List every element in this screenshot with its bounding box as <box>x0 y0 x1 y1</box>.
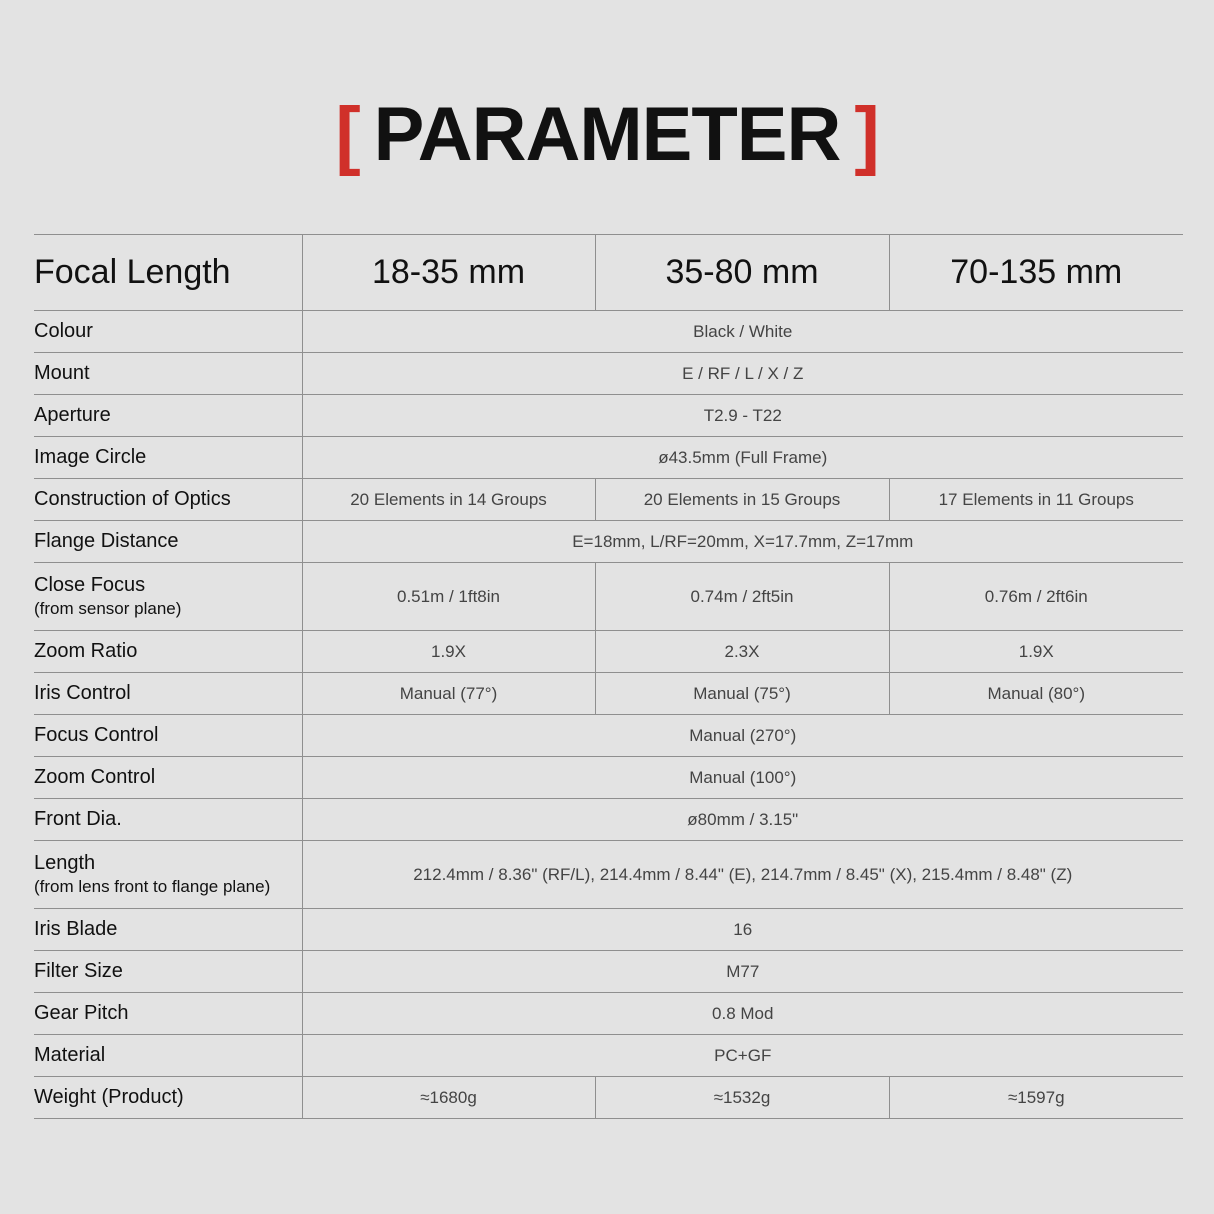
row-value: 2.3X <box>595 631 889 673</box>
row-value: 212.4mm / 8.36" (RF/L), 214.4mm / 8.44" (E), 214.7mm / 8.45" (X), 215.4mm / 8.48" (Z) <box>302 841 1183 909</box>
row-label-cell <box>34 757 302 799</box>
row-value: E / RF / L / X / Z <box>302 353 1183 395</box>
row-value: 1.9X <box>302 631 595 673</box>
row-label: Iris Blade <box>34 918 118 940</box>
row-value: 0.76m / 2ft6in <box>889 563 1183 631</box>
table-row <box>34 521 1183 563</box>
row-value: PC+GF <box>302 1035 1183 1077</box>
table-row <box>34 1077 1183 1119</box>
row-label-cell <box>34 673 302 715</box>
row-label-cell <box>34 993 302 1035</box>
table-row <box>34 437 1183 479</box>
row-value: 17 Elements in 11 Groups <box>889 479 1183 521</box>
row-label: Focus Control <box>34 724 159 746</box>
row-label: Zoom Control <box>34 766 156 788</box>
header-model: 70-135 mm <box>889 235 1183 311</box>
title-text: PARAMETER <box>373 92 841 177</box>
table-row <box>34 909 1183 951</box>
table-row <box>34 757 1183 799</box>
table-row <box>34 799 1183 841</box>
row-value: Manual (80°) <box>889 673 1183 715</box>
header-model: 35-80 mm <box>595 235 889 311</box>
row-label-cell <box>34 799 302 841</box>
header-label: Focal Length <box>34 235 302 311</box>
table-row <box>34 673 1183 715</box>
row-value: 1.9X <box>889 631 1183 673</box>
row-label-cell <box>34 951 302 993</box>
row-label-cell <box>34 715 302 757</box>
row-label: Image Circle <box>34 446 147 468</box>
row-label-cell <box>34 521 302 563</box>
row-value: Manual (100°) <box>302 757 1183 799</box>
row-value: 0.51m / 1ft8in <box>302 563 595 631</box>
row-label-cell <box>34 841 302 909</box>
row-label: Filter Size <box>34 960 123 982</box>
table-row <box>34 311 1183 353</box>
row-label: Weight (Product) <box>34 1086 184 1108</box>
table-row <box>34 563 1183 631</box>
row-label-cell <box>34 479 302 521</box>
table-row <box>34 395 1183 437</box>
table-row <box>34 1035 1183 1077</box>
table-row <box>34 993 1183 1035</box>
row-sublabel: (from sensor plane) <box>34 599 182 618</box>
row-label-cell <box>34 909 302 951</box>
row-value: T2.9 - T22 <box>302 395 1183 437</box>
row-label-cell <box>34 437 302 479</box>
row-label: Construction of Optics <box>34 488 231 510</box>
table-row <box>34 479 1183 521</box>
row-value: E=18mm, L/RF=20mm, X=17.7mm, Z=17mm <box>302 521 1183 563</box>
table-row <box>34 715 1183 757</box>
row-value: ø43.5mm (Full Frame) <box>302 437 1183 479</box>
title-close-bracket: ] <box>854 92 879 177</box>
parameter-table-body <box>34 235 1183 1119</box>
title-open-bracket: [ <box>335 92 360 177</box>
row-value: Black / White <box>302 311 1183 353</box>
row-value: 0.74m / 2ft5in <box>595 563 889 631</box>
row-label-cell <box>34 395 302 437</box>
row-value: ≈1532g <box>595 1077 889 1119</box>
row-value: 16 <box>302 909 1183 951</box>
parameter-table <box>34 234 1183 1119</box>
row-label-cell <box>34 631 302 673</box>
row-value: M77 <box>302 951 1183 993</box>
row-label: Aperture <box>34 404 111 426</box>
row-label: Zoom Ratio <box>34 640 138 662</box>
row-sublabel: (from lens front to flange plane) <box>34 877 271 896</box>
row-label: Gear Pitch <box>34 1002 129 1024</box>
row-value: ≈1597g <box>889 1077 1183 1119</box>
row-value: ø80mm / 3.15" <box>302 799 1183 841</box>
row-label: Front Dia. <box>34 808 122 830</box>
row-value: Manual (77°) <box>302 673 595 715</box>
row-label: Flange Distance <box>34 530 179 552</box>
row-label: Length <box>34 852 96 874</box>
row-label-cell <box>34 1035 302 1077</box>
row-label-cell <box>34 1077 302 1119</box>
row-label: Iris Control <box>34 682 131 704</box>
row-label-cell <box>34 353 302 395</box>
page-title <box>0 92 1214 178</box>
table-row <box>34 631 1183 673</box>
row-value: Manual (75°) <box>595 673 889 715</box>
row-value: 20 Elements in 15 Groups <box>595 479 889 521</box>
table-header-row <box>34 235 1183 311</box>
row-label-cell <box>34 563 302 631</box>
table-row <box>34 353 1183 395</box>
row-label: Material <box>34 1044 106 1066</box>
row-value: Manual (270°) <box>302 715 1183 757</box>
row-value: ≈1680g <box>302 1077 595 1119</box>
row-label: Mount <box>34 362 90 384</box>
header-model: 18-35 mm <box>302 235 595 311</box>
row-label: Close Focus <box>34 574 146 596</box>
row-label-cell <box>34 311 302 353</box>
table-row <box>34 841 1183 909</box>
table-row <box>34 951 1183 993</box>
row-value: 0.8 Mod <box>302 993 1183 1035</box>
row-label: Colour <box>34 320 93 342</box>
row-value: 20 Elements in 14 Groups <box>302 479 595 521</box>
